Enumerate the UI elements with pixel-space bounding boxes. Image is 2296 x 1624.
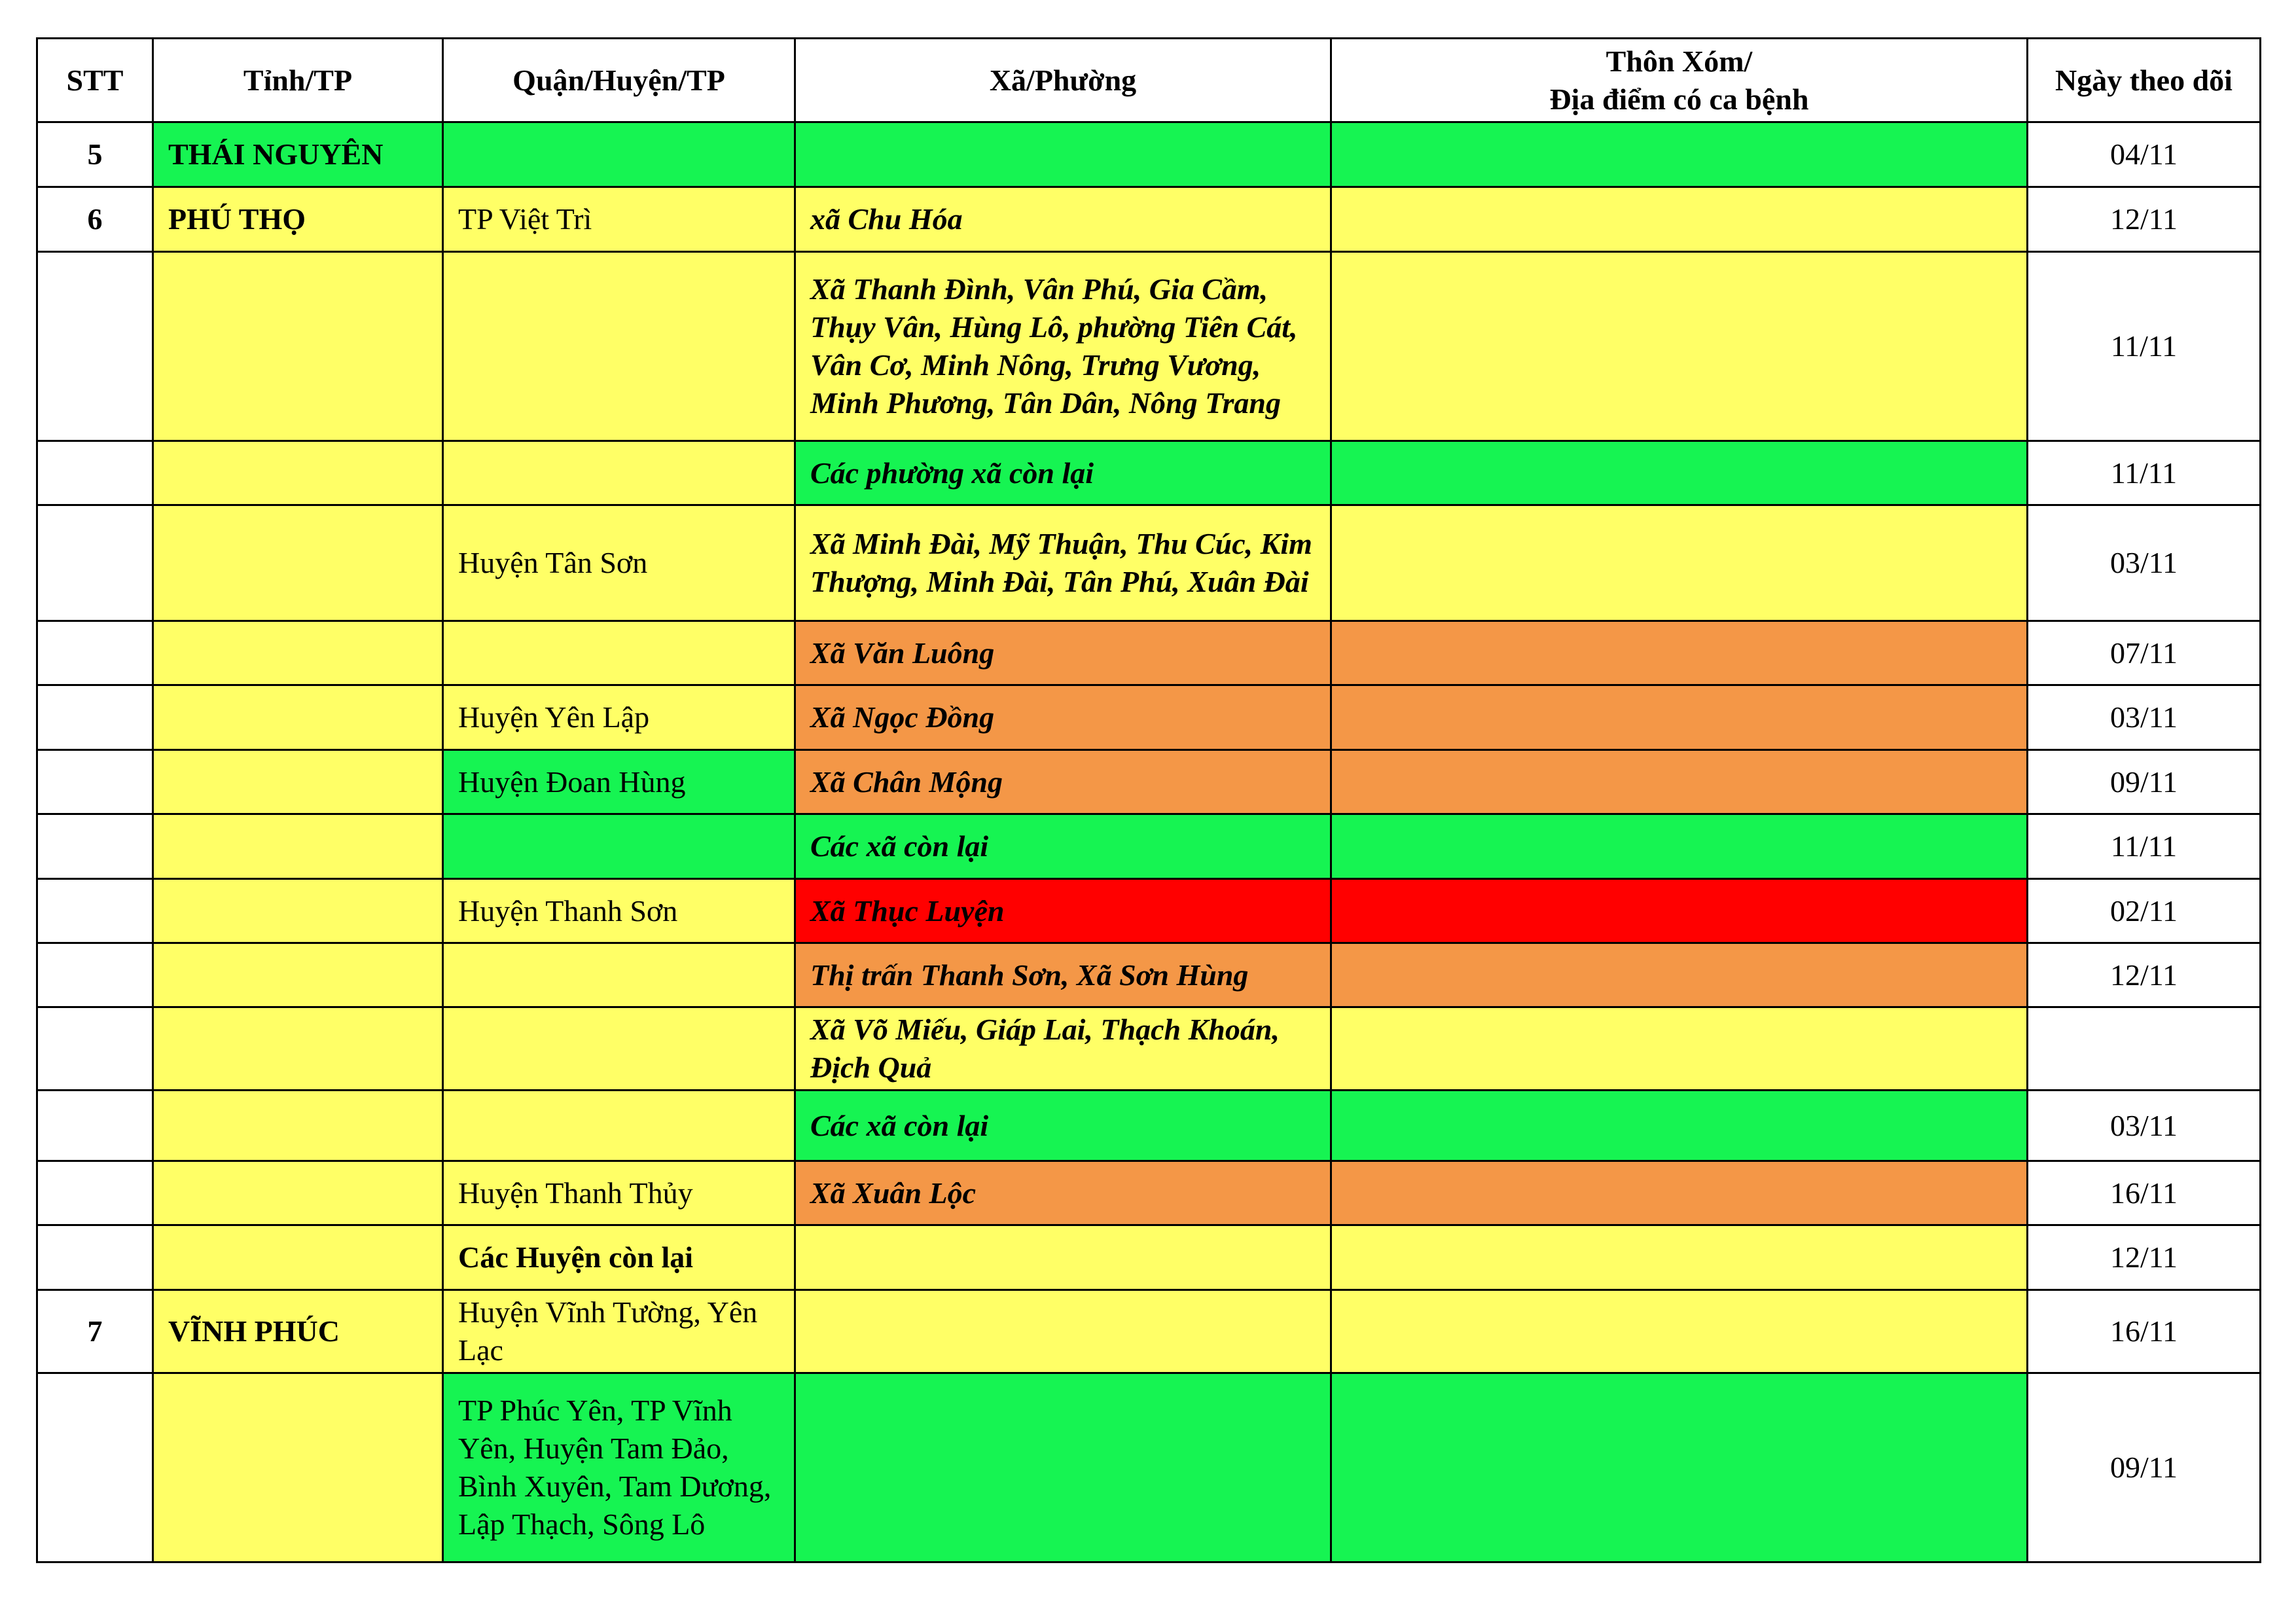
cell-commune: Các xã còn lại bbox=[795, 1091, 1331, 1161]
cell-district: TP Việt Trì bbox=[443, 187, 795, 252]
cell-village bbox=[1331, 943, 2028, 1007]
cell-stt: 7 bbox=[37, 1290, 153, 1373]
cell-district: Huyện Thanh Sơn bbox=[443, 879, 795, 943]
cell-stt bbox=[37, 621, 153, 685]
table-row bbox=[37, 750, 2261, 814]
cell-stt bbox=[37, 1007, 153, 1091]
cell-district bbox=[443, 1091, 795, 1161]
cell-province bbox=[153, 1091, 443, 1161]
cell-village bbox=[1331, 1290, 2028, 1373]
cell-district bbox=[443, 814, 795, 879]
table-row bbox=[37, 1007, 2261, 1091]
cell-province: VĨNH PHÚC bbox=[153, 1290, 443, 1373]
cell-date: 03/11 bbox=[2028, 505, 2261, 621]
cell-district: Huyện Đoan Hùng bbox=[443, 750, 795, 814]
cell-stt bbox=[37, 1225, 153, 1290]
cell-village bbox=[1331, 505, 2028, 621]
cell-district bbox=[443, 943, 795, 1007]
cell-province bbox=[153, 1161, 443, 1225]
table-row bbox=[37, 1161, 2261, 1225]
table-row bbox=[37, 1373, 2261, 1562]
table-row bbox=[37, 187, 2261, 252]
cell-stt bbox=[37, 1373, 153, 1562]
cell-stt: 5 bbox=[37, 122, 153, 187]
cell-date bbox=[2028, 1007, 2261, 1091]
cell-village bbox=[1331, 1091, 2028, 1161]
cell-district bbox=[443, 621, 795, 685]
cell-stt bbox=[37, 441, 153, 505]
cell-province: THÁI NGUYÊN bbox=[153, 122, 443, 187]
table-row bbox=[37, 252, 2261, 441]
cell-stt bbox=[37, 879, 153, 943]
cell-district: Huyện Thanh Thủy bbox=[443, 1161, 795, 1225]
cell-commune bbox=[795, 1290, 1331, 1373]
cell-village bbox=[1331, 122, 2028, 187]
cell-date: 16/11 bbox=[2028, 1290, 2261, 1373]
cell-date: 12/11 bbox=[2028, 943, 2261, 1007]
cell-province bbox=[153, 685, 443, 750]
cell-stt: 6 bbox=[37, 187, 153, 252]
cell-stt bbox=[37, 750, 153, 814]
cell-village bbox=[1331, 187, 2028, 252]
cell-date: 02/11 bbox=[2028, 879, 2261, 943]
cell-province bbox=[153, 814, 443, 879]
cell-commune: Xã Thanh Đình, Vân Phú, Gia Cầm, Thụy Vân, Hùng Lô, phường Tiên Cát, Vân Cơ, Minh Nông, Trưng Vương, Minh Phương, Tân Dân, Nông Trang bbox=[795, 252, 1331, 441]
cell-date: 16/11 bbox=[2028, 1161, 2261, 1225]
cell-date: 04/11 bbox=[2028, 122, 2261, 187]
cell-district bbox=[443, 1007, 795, 1091]
header-row bbox=[37, 39, 2261, 122]
cell-commune: Các phường xã còn lại bbox=[795, 441, 1331, 505]
cell-stt bbox=[37, 252, 153, 441]
cell-commune bbox=[795, 1373, 1331, 1562]
header-province: Tỉnh/TP bbox=[153, 39, 443, 122]
table-row bbox=[37, 1225, 2261, 1290]
cell-stt bbox=[37, 1091, 153, 1161]
table-row bbox=[37, 441, 2261, 505]
table-row bbox=[37, 685, 2261, 750]
cell-date: 09/11 bbox=[2028, 750, 2261, 814]
cell-village bbox=[1331, 1161, 2028, 1225]
cell-province bbox=[153, 943, 443, 1007]
cell-district bbox=[443, 252, 795, 441]
cell-province bbox=[153, 1225, 443, 1290]
cell-province bbox=[153, 621, 443, 685]
cell-village bbox=[1331, 441, 2028, 505]
cell-date: 11/11 bbox=[2028, 441, 2261, 505]
cell-district: TP Phúc Yên, TP Vĩnh Yên, Huyện Tam Đảo, Bình Xuyên, Tam Dương, Lập Thạch, Sông Lô bbox=[443, 1373, 795, 1562]
cell-village bbox=[1331, 1225, 2028, 1290]
risk-level-table bbox=[36, 37, 2261, 1563]
cell-commune: Xã Thục Luyện bbox=[795, 879, 1331, 943]
table-row bbox=[37, 1290, 2261, 1373]
cell-village bbox=[1331, 1007, 2028, 1091]
cell-date: 11/11 bbox=[2028, 814, 2261, 879]
cell-village bbox=[1331, 814, 2028, 879]
cell-date: 12/11 bbox=[2028, 187, 2261, 252]
header-district: Quận/Huyện/TP bbox=[443, 39, 795, 122]
cell-commune: Các xã còn lại bbox=[795, 814, 1331, 879]
cell-commune: xã Chu Hóa bbox=[795, 187, 1331, 252]
cell-province bbox=[153, 441, 443, 505]
cell-village bbox=[1331, 252, 2028, 441]
cell-district: Các Huyện còn lại bbox=[443, 1225, 795, 1290]
cell-commune: Xã Ngọc Đồng bbox=[795, 685, 1331, 750]
cell-commune: Xã Văn Luông bbox=[795, 621, 1331, 685]
cell-commune: Xã Chân Mộng bbox=[795, 750, 1331, 814]
cell-district bbox=[443, 122, 795, 187]
cell-date: 12/11 bbox=[2028, 1225, 2261, 1290]
header-stt: STT bbox=[37, 39, 153, 122]
cell-stt bbox=[37, 943, 153, 1007]
cell-commune: Xã Xuân Lộc bbox=[795, 1161, 1331, 1225]
header-date: Ngày theo dõi bbox=[2028, 39, 2261, 122]
cell-province: PHÚ THỌ bbox=[153, 187, 443, 252]
table-row bbox=[37, 814, 2261, 879]
cell-district: Huyện Tân Sơn bbox=[443, 505, 795, 621]
table-row bbox=[37, 122, 2261, 187]
header-commune: Xã/Phường bbox=[795, 39, 1331, 122]
cell-commune: Thị trấn Thanh Sơn, Xã Sơn Hùng bbox=[795, 943, 1331, 1007]
cell-province bbox=[153, 1373, 443, 1562]
cell-stt bbox=[37, 505, 153, 621]
cell-province bbox=[153, 505, 443, 621]
cell-district: Huyện Vĩnh Tường, Yên Lạc bbox=[443, 1290, 795, 1373]
cell-district bbox=[443, 441, 795, 505]
cell-stt bbox=[37, 1161, 153, 1225]
table-row bbox=[37, 879, 2261, 943]
header-village-line2: Địa điểm có ca bệnh bbox=[1549, 82, 1809, 116]
header-village bbox=[1331, 39, 2028, 122]
cell-village bbox=[1331, 621, 2028, 685]
cell-province bbox=[153, 252, 443, 441]
cell-date: 07/11 bbox=[2028, 621, 2261, 685]
table-row bbox=[37, 505, 2261, 621]
cell-province bbox=[153, 750, 443, 814]
cell-province bbox=[153, 879, 443, 943]
table-row bbox=[37, 621, 2261, 685]
cell-village bbox=[1331, 879, 2028, 943]
header-village-line1: Thôn Xóm/ bbox=[1605, 44, 1753, 78]
cell-date: 03/11 bbox=[2028, 1091, 2261, 1161]
cell-date: 09/11 bbox=[2028, 1373, 2261, 1562]
table-row bbox=[37, 1091, 2261, 1161]
cell-commune bbox=[795, 1225, 1331, 1290]
cell-date: 11/11 bbox=[2028, 252, 2261, 441]
cell-district: Huyện Yên Lập bbox=[443, 685, 795, 750]
cell-stt bbox=[37, 685, 153, 750]
cell-date: 03/11 bbox=[2028, 685, 2261, 750]
cell-village bbox=[1331, 1373, 2028, 1562]
cell-commune bbox=[795, 122, 1331, 187]
cell-commune: Xã Võ Miếu, Giáp Lai, Thạch Khoán, Địch Quả bbox=[795, 1007, 1331, 1091]
cell-province bbox=[153, 1007, 443, 1091]
cell-commune: Xã Minh Đài, Mỹ Thuận, Thu Cúc, Kim Thượng, Minh Đài, Tân Phú, Xuân Đài bbox=[795, 505, 1331, 621]
table-row bbox=[37, 943, 2261, 1007]
cell-village bbox=[1331, 685, 2028, 750]
cell-village bbox=[1331, 750, 2028, 814]
cell-stt bbox=[37, 814, 153, 879]
